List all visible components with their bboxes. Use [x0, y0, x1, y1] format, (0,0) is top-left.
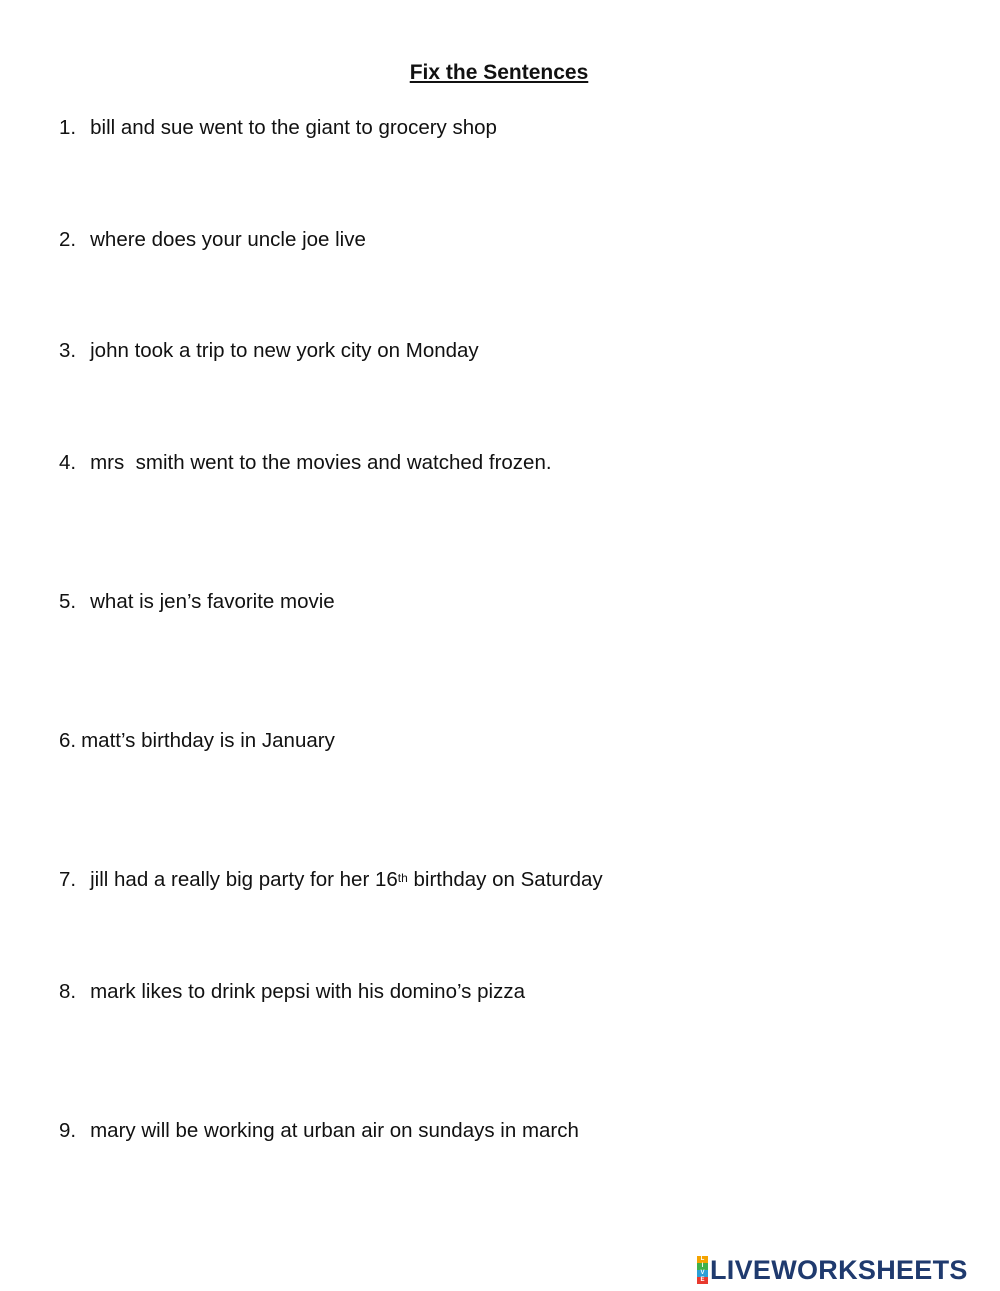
liveworksheets-logo: [697, 1256, 968, 1284]
item-number: 6.: [59, 729, 77, 752]
sentence-item-4: [59, 450, 552, 476]
item-number: 7.: [59, 868, 77, 891]
item-text-after: birthday on Saturday: [407, 868, 603, 891]
sentence-item-1: [59, 115, 497, 141]
item-number: 4.: [59, 451, 77, 474]
item-text: mark likes to drink pepsi with his domino’s pizza: [90, 980, 525, 1003]
item-text-before: jill had a really big party for her 16: [90, 868, 398, 891]
logo-block-e: E: [697, 1277, 708, 1284]
sentence-item-7: [59, 867, 603, 893]
sentence-item-8: [59, 979, 525, 1005]
item-number: 1.: [59, 116, 77, 139]
item-number: 9.: [59, 1119, 77, 1142]
logo-block-i: I: [697, 1263, 708, 1270]
worksheet-title: Fix the Sentences: [409, 61, 589, 84]
item-number: 3.: [59, 339, 77, 362]
item-number: 2.: [59, 228, 77, 251]
item-text: john took a trip to new york city on Monday: [90, 339, 479, 362]
logo-block-l: L: [697, 1256, 708, 1263]
sentence-item-3: [59, 338, 479, 364]
item-text: matt’s birthday is in January: [81, 729, 335, 752]
logo-text: LIVEWORKSHEETS: [710, 1255, 968, 1285]
sentence-item-9: [59, 1118, 579, 1144]
sentence-item-6: [59, 728, 335, 754]
sentence-item-2: [59, 227, 366, 253]
sentence-item-5: [59, 589, 335, 615]
item-text: mrs smith went to the movies and watched frozen.: [90, 451, 552, 474]
logo-block-v: V: [697, 1270, 708, 1277]
item-number: 5.: [59, 590, 77, 613]
ordinal-superscript: th: [397, 871, 408, 885]
item-text: what is jen’s favorite movie: [90, 590, 335, 613]
item-number: 8.: [59, 980, 77, 1003]
item-text: bill and sue went to the giant to grocery shop: [90, 116, 497, 139]
item-text: where does your uncle joe live: [90, 228, 366, 251]
logo-blocks-icon: [697, 1256, 708, 1284]
item-text: mary will be working at urban air on sundays in march: [90, 1119, 579, 1142]
